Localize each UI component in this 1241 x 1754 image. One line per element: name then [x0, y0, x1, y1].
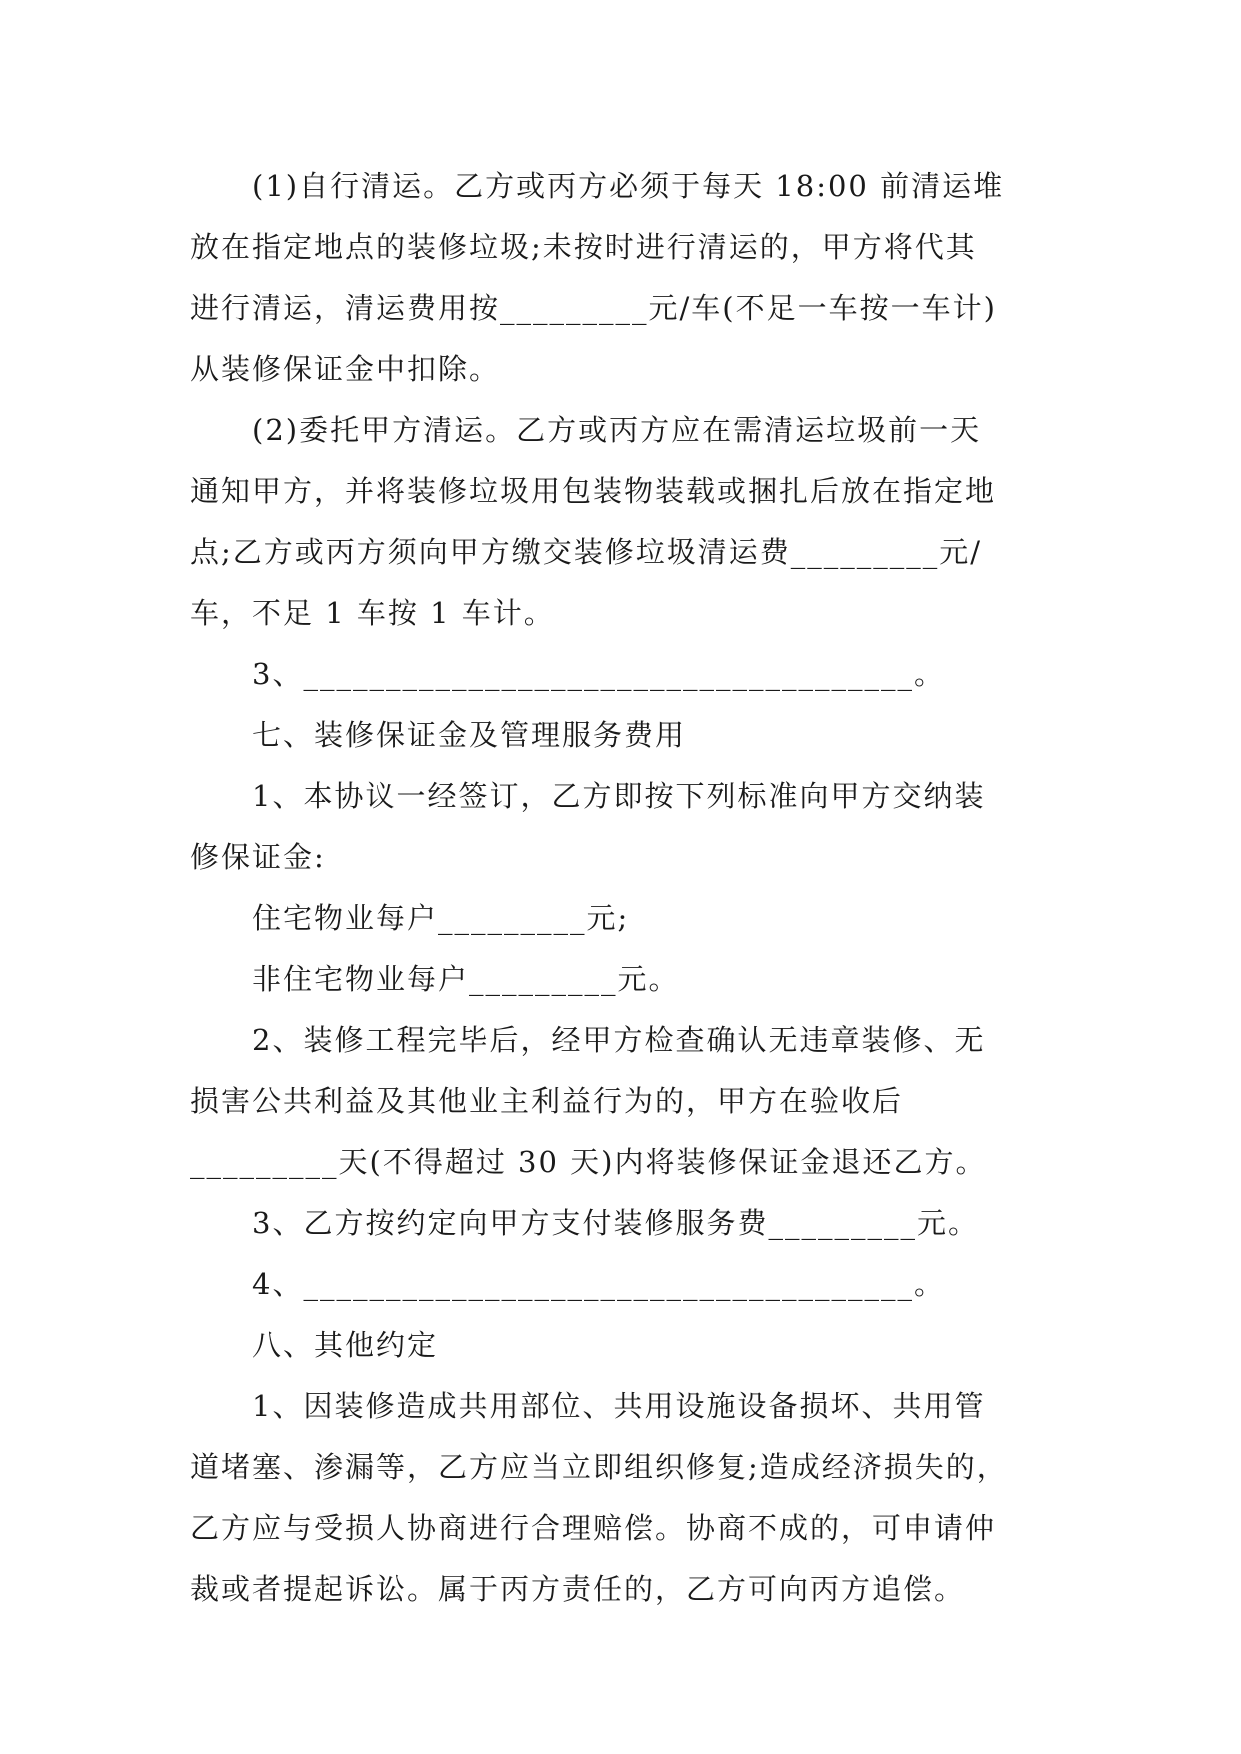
document-body — [190, 156, 1062, 1620]
section-heading: 八、其他约定 — [252, 1328, 439, 1362]
text-line: 进行清运，清运费用按_________元/车(不足一车按一车计) — [190, 291, 997, 325]
text-line: 3、_____________________________________。 — [252, 657, 945, 691]
text-line: 点;乙方或丙方须向甲方缴交装修垃圾清运费_________元/ — [190, 535, 983, 569]
text-line: _________天(不得超过 30 天)内将装修保证金退还乙方。 — [190, 1145, 987, 1179]
text-line: 修保证金: — [190, 840, 326, 874]
text-line: 裁或者提起诉讼。属于丙方责任的，乙方可向丙方追偿。 — [190, 1572, 966, 1606]
text-line: 2、装修工程完毕后，经甲方检查确认无违章装修、无 — [252, 1023, 986, 1057]
text-line: 3、乙方按约定向甲方支付装修服务费_________元。 — [252, 1206, 979, 1240]
text-line: 住宅物业每户_________元; — [252, 901, 630, 935]
text-line: 道堵塞、渗漏等，乙方应当立即组织修复;造成经济损失的， — [190, 1450, 1008, 1484]
text-line: 1、本协议一经签订，乙方即按下列标准向甲方交纳装 — [252, 779, 986, 813]
text-line: 非住宅物业每户_________元。 — [252, 962, 680, 996]
text-line: 从装修保证金中扣除。 — [190, 352, 501, 386]
text-line: 通知甲方，并将装修垃圾用包装物装载或捆扎后放在指定地 — [190, 474, 997, 508]
text-line: 放在指定地点的装修垃圾;未按时进行清运的，甲方将代其 — [190, 230, 977, 264]
text-line: 4、_____________________________________。 — [252, 1267, 945, 1301]
text-line: (1)自行清运。乙方或丙方必须于每天 18:00 前清运堆 — [252, 169, 1005, 203]
text-line: 损害公共利益及其他业主利益行为的，甲方在验收后 — [190, 1084, 904, 1118]
text-line: 车，不足 1 车按 1 车计。 — [190, 596, 555, 630]
text-line: (2)委托甲方清运。乙方或丙方应在需清运垃圾前一天 — [252, 413, 982, 447]
section-heading: 七、装修保证金及管理服务费用 — [252, 718, 687, 752]
text-line: 1、因装修造成共用部位、共用设施设备损坏、共用管 — [252, 1389, 986, 1423]
text-line: 乙方应与受损人协商进行合理赔偿。协商不成的，可申请仲 — [190, 1511, 997, 1545]
